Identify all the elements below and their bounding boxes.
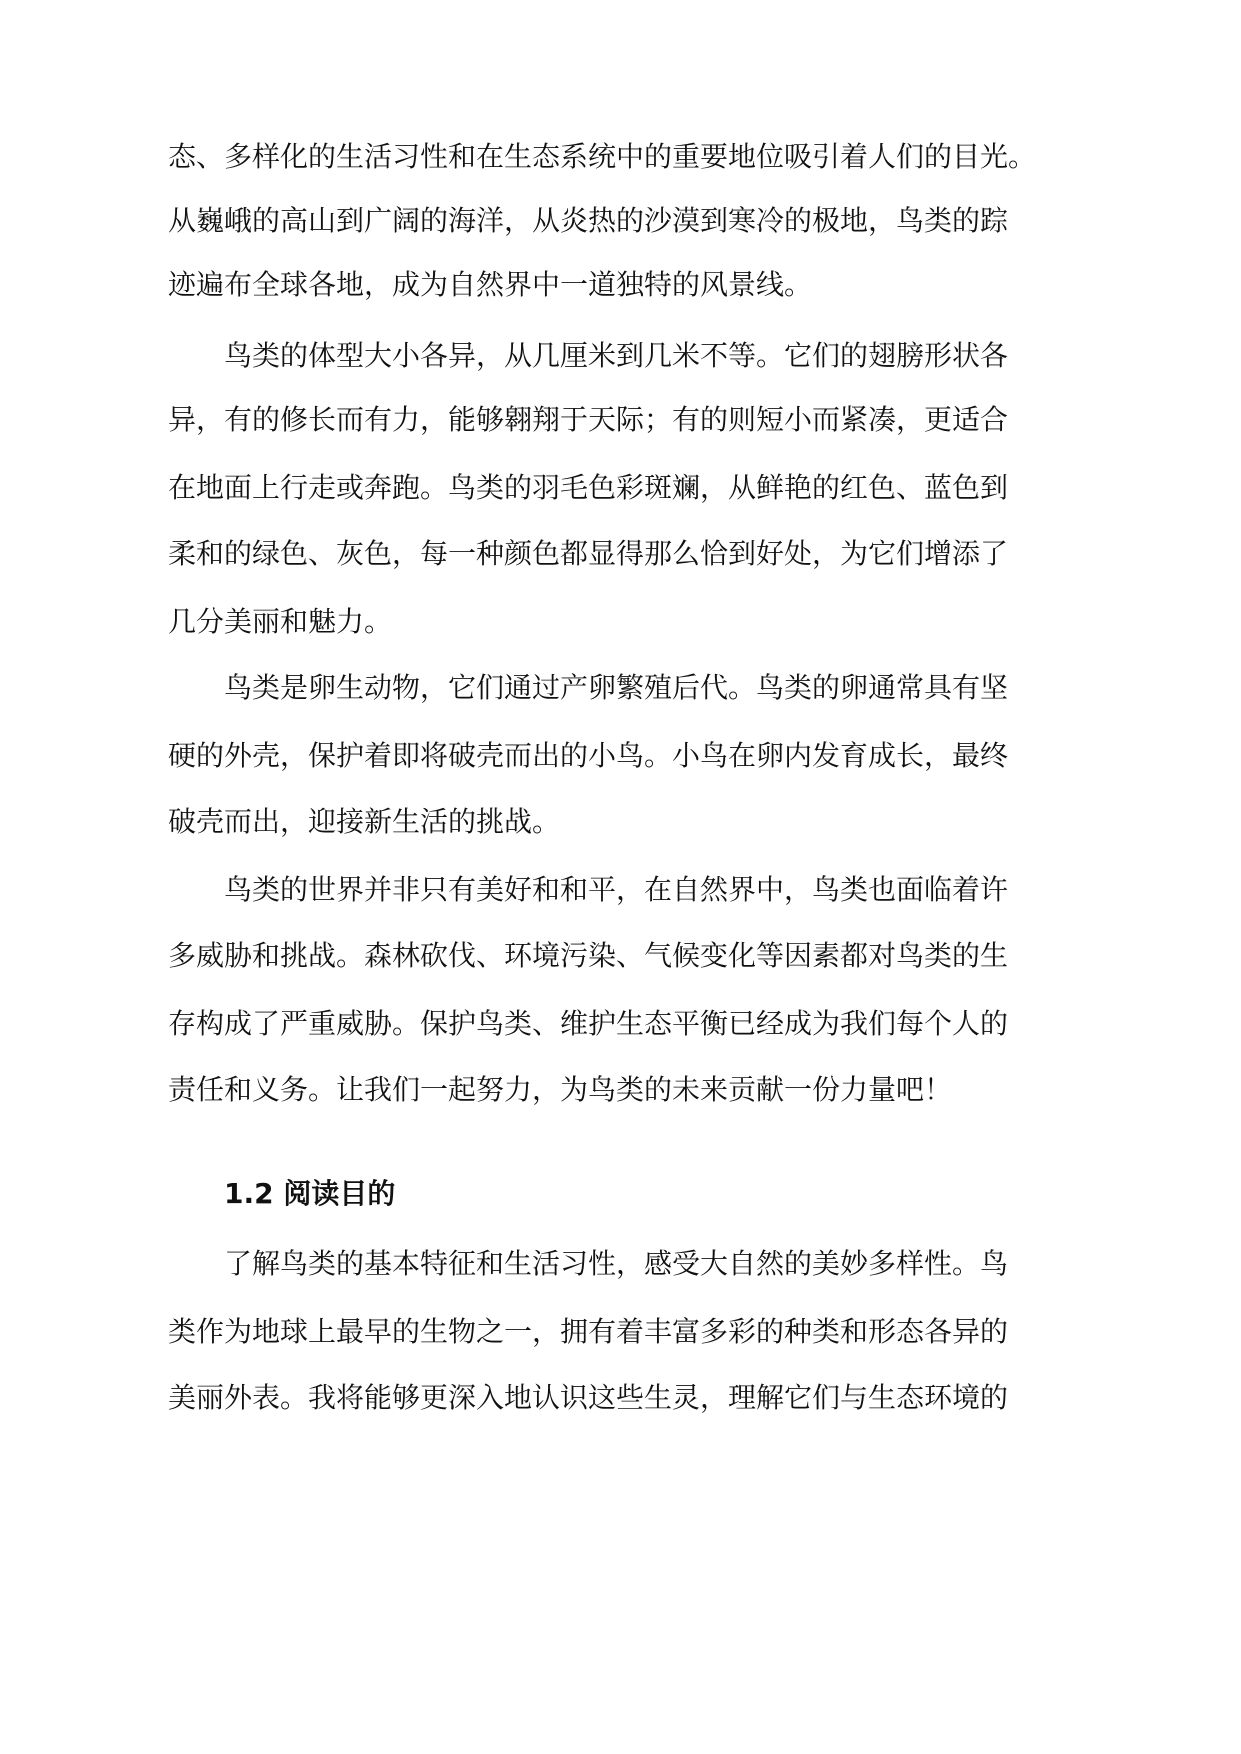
- text-line: 从巍峨的高山到广阔的海洋，从炎热的沙漠到寒冷的极地，鸟类的踪: [168, 204, 1009, 237]
- text-line: 异，有的修长而有力，能够翱翔于天际；有的则短小而紧凑，更适合: [168, 403, 1009, 436]
- text-line: 鸟类的体型大小各异，从几厘米到几米不等。它们的翅膀形状各: [224, 339, 1009, 372]
- text-line: 态、多样化的生活习性和在生态系统中的重要地位吸引着人们的目光。: [168, 140, 1037, 173]
- text-line: 破壳而出，迎接新生活的挑战。: [168, 805, 561, 838]
- text-line: 几分美丽和魅力。: [168, 605, 393, 638]
- text-line: 美丽外表。我将能够更深入地认识这些生灵，理解它们与生态环境的: [168, 1381, 1009, 1414]
- text-line: 硬的外壳，保护着即将破壳而出的小鸟。小鸟在卵内发育成长，最终: [168, 739, 1009, 772]
- text-line: 多威胁和挑战。森林砍伐、环境污染、气候变化等因素都对鸟类的生: [168, 939, 1009, 972]
- text-line: 了解鸟类的基本特征和生活习性，感受大自然的美妙多样性。鸟: [224, 1247, 1009, 1280]
- text-line: 在地面上行走或奔跑。鸟类的羽毛色彩斑斓，从鲜艳的红色、蓝色到: [168, 471, 1009, 504]
- text-line: 柔和的绿色、灰色，每一种颜色都显得那么恰到好处，为它们增添了: [168, 537, 1009, 570]
- section-heading: 1.2 阅读目的: [224, 1177, 396, 1210]
- text-line: 鸟类是卵生动物，它们通过产卵繁殖后代。鸟类的卵通常具有坚: [224, 671, 1009, 704]
- text-line: 责任和义务。让我们一起努力，为鸟类的未来贡献一份力量吧！: [168, 1073, 953, 1106]
- text-line: 鸟类的世界并非只有美好和和平，在自然界中，鸟类也面临着许: [224, 873, 1009, 906]
- text-line: 存构成了严重威胁。保护鸟类、维护生态平衡已经成为我们每个人的: [168, 1007, 1009, 1040]
- text-line: 迹遍布全球各地，成为自然界中一道独特的风景线。: [168, 268, 813, 301]
- text-line: 类作为地球上最早的生物之一，拥有着丰富多彩的种类和形态各异的: [168, 1315, 1009, 1348]
